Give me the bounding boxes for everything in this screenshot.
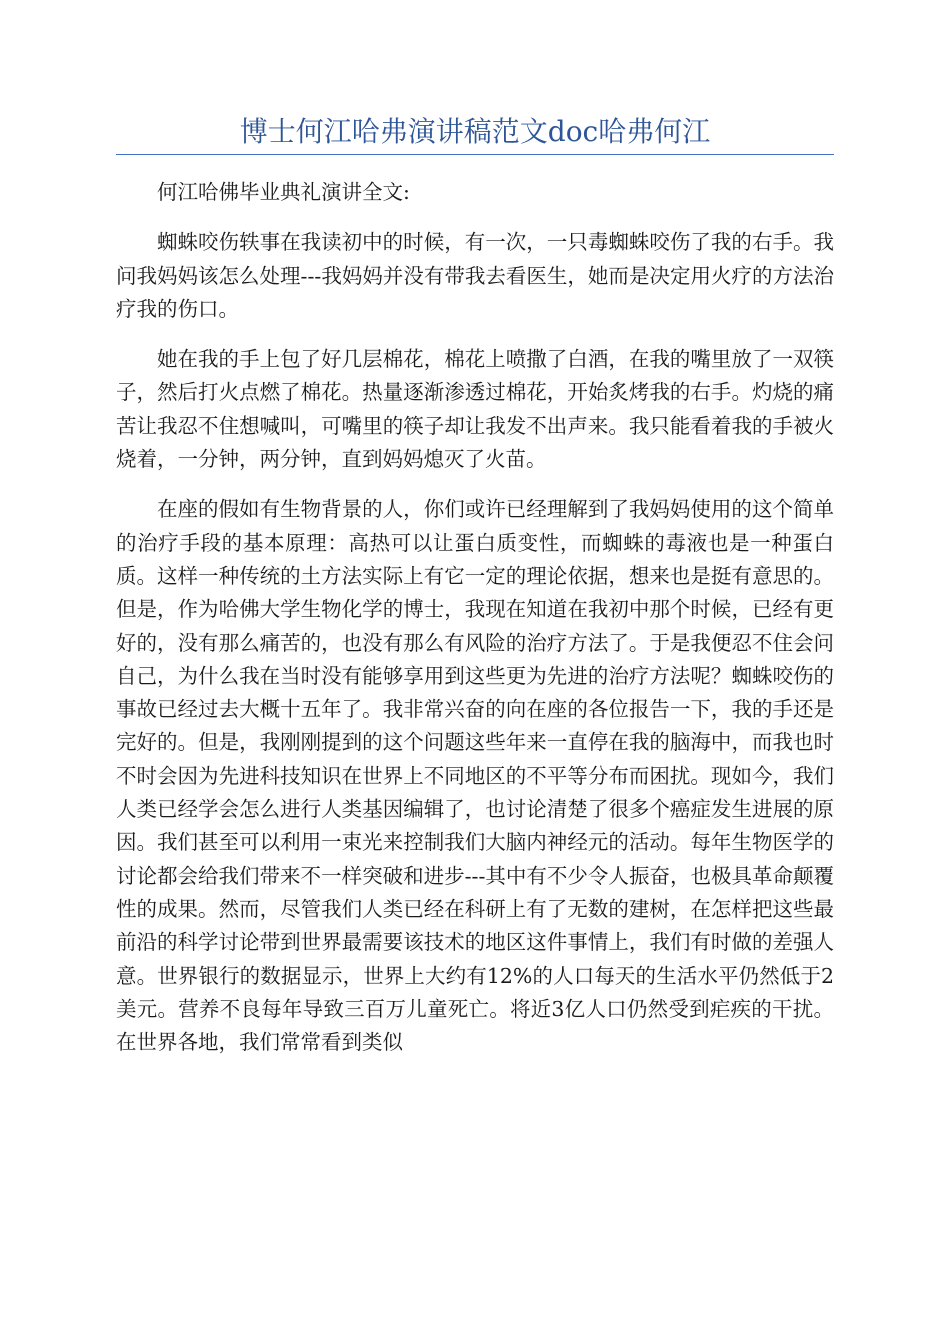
document-title: 博士何江哈弗演讲稿范文doc哈弗何江: [239, 115, 711, 148]
title-underline-divider: [116, 154, 834, 155]
paragraph-spider-bite: 蜘蛛咬伤轶事在我读初中的时候，有一次，一只毒蜘蛛咬伤了我的右手。我问我妈妈该怎么处理---我妈妈并没有带我去看医生，她而是决定用火疗的方法治疗我的伤口。: [116, 230, 834, 321]
paragraph-science-reflection: 在座的假如有生物背景的人，你们或许已经理解到了我妈妈使用的这个简单的治疗手段的基本原理：高热可以让蛋白质变性，而蜘蛛的毒液也是一种蛋白质。这样一种传统的土方法实际上有它一定的理论依据，想来也是挺有意思的。但是，作为哈佛大学生物化学的博士，我现在知道在我初中那个时候，已经有更好的，没有那么痛苦的，也没有那么有风险的治疗方法了。于是我便忍不住会问自己，为什么我在当时没有能够享用到这些更为先进的治疗方法呢？蜘蛛咬伤的事故已经过去大概十五年了。我非常兴奋的向在座的各位报告一下，我的手还是完好的。但是，我刚刚提到的这个问题这些年来一直停在我的脑海中，而我也时不时会因为先进科技知识在世界上不同地区的不平等分布而困扰。现如今，我们人类已经学会怎么进行人类基因编辑了，也讨论清楚了很多个癌症发生进展的原因。我们甚至可以利用一束光来控制我们大脑内神经元的活动。每年生物医学的讨论都会给我们带来不一样突破和进步---其中有不少令人振奋，也极具革命颠覆性的成果。然而，尽管我们人类已经在科研上有了无数的建树，在怎样把这些最前沿的科学讨论带到世界最需要该技术的地区这件事情上，我们有时做的差强人意。世界银行的数据显示，世界上大约有12%的人口每天的生活水平仍然低于2美元。营养不良每年导致三百万儿童死亡。将近3亿人口仍然受到疟疾的干扰。在世界各地，我们常常看到类似: [116, 497, 834, 1055]
document-body: [116, 176, 834, 1076]
paragraph-fire-treatment: 她在我的手上包了好几层棉花，棉花上喷撒了白酒，在我的嘴里放了一双筷子，然后打火点燃了棉花。热量逐渐渗透过棉花，开始炙烤我的右手。灼烧的痛苦让我忍不住想喊叫，可嘴里的筷子却让我发不出声来。我只能看着我的手被火烧着，一分钟，两分钟，直到妈妈熄灭了火苗。: [116, 347, 834, 472]
paragraph-intro: 何江哈佛毕业典礼演讲全文:: [157, 180, 410, 204]
